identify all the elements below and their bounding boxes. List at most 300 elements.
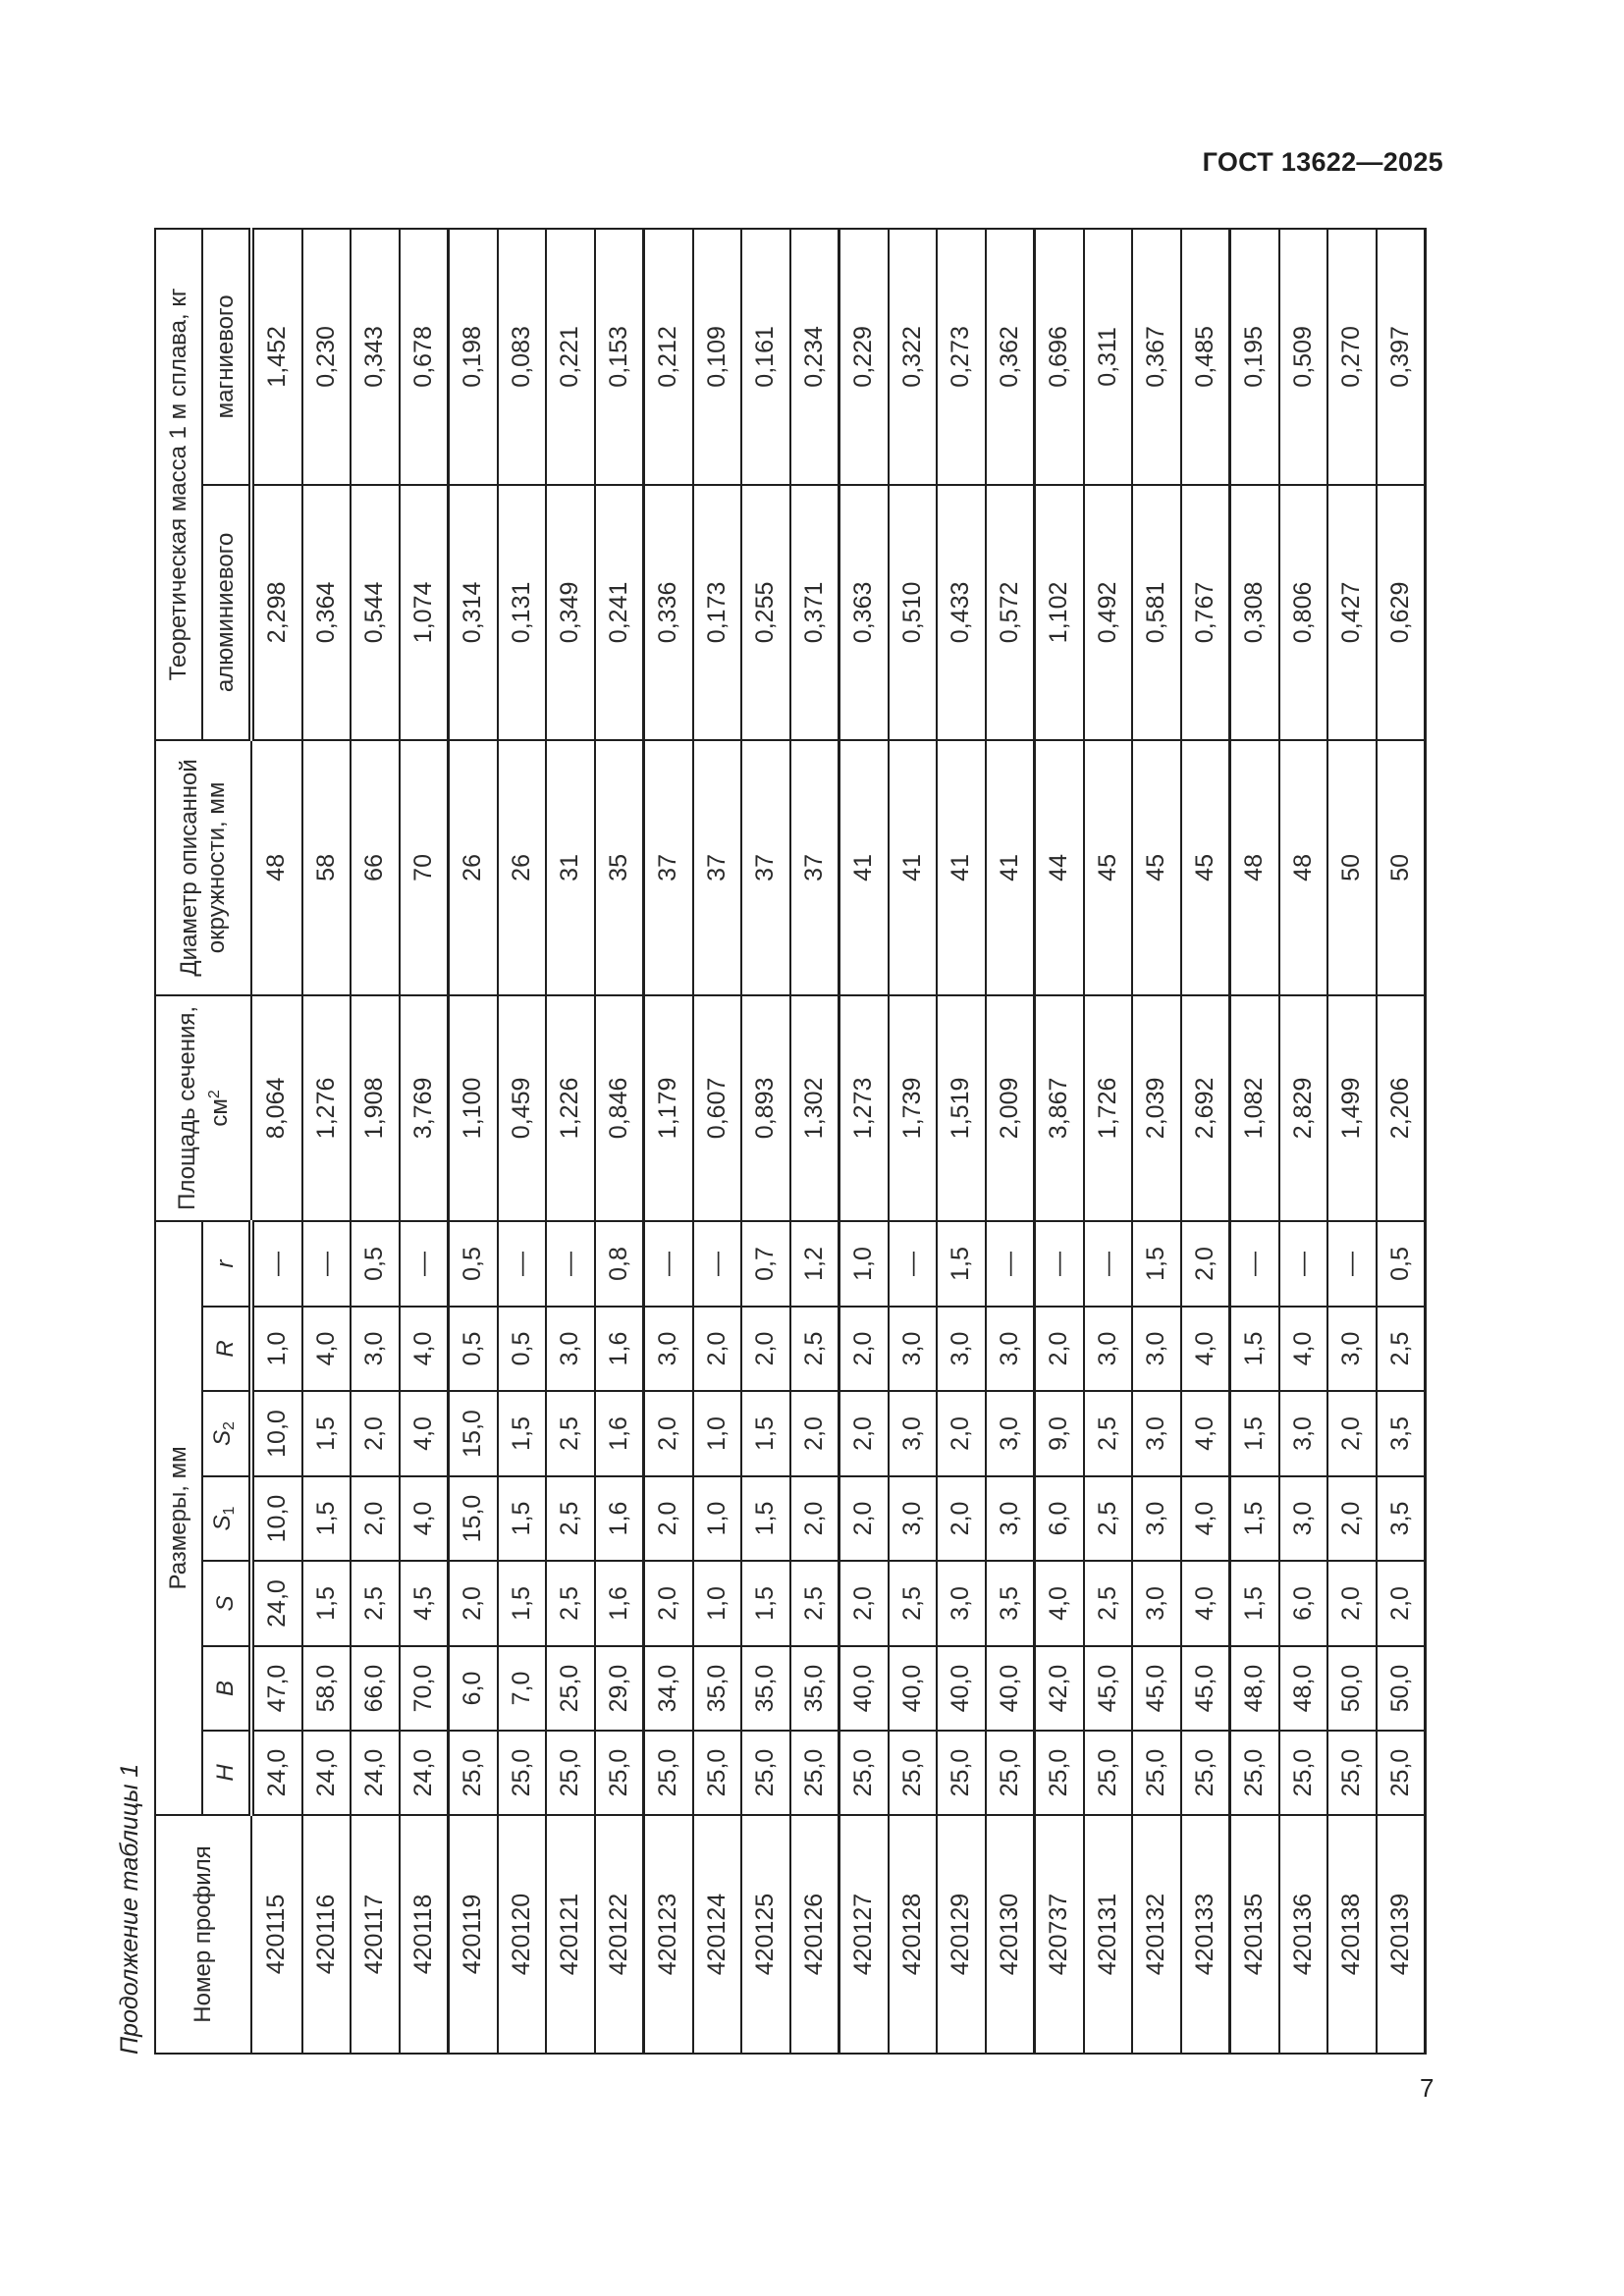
cell-mass-al: 0,581: [1132, 485, 1181, 740]
table-row: [1084, 229, 1133, 2054]
table-row: [839, 229, 889, 2054]
cell-profile-number: 420127: [839, 1815, 889, 2054]
cell-mass-al: 0,572: [986, 485, 1035, 740]
cell-R: 4,0: [400, 1307, 449, 1391]
cell-S2: 3,0: [889, 1391, 938, 1476]
table-caption: Продолжение таблицы 1: [116, 1763, 143, 2055]
cell-H: 25,0: [741, 1731, 790, 1815]
cell-mass-al: 0,433: [937, 485, 986, 740]
cell-profile-number: 420131: [1084, 1815, 1133, 2054]
cell-S2: 2,0: [1327, 1391, 1377, 1476]
cell-H: 25,0: [595, 1731, 644, 1815]
cell-area: 2,829: [1279, 995, 1328, 1221]
table-row: [1279, 229, 1328, 2054]
cell-S: 1,5: [302, 1561, 352, 1646]
cell-mass-mg: 0,311: [1084, 229, 1133, 485]
cell-r: —: [986, 1221, 1035, 1307]
cell-S2: 4,0: [1181, 1391, 1230, 1476]
cell-S: 2,5: [790, 1561, 839, 1646]
cell-R: 4,0: [1181, 1307, 1230, 1391]
cell-diameter: 26: [449, 740, 498, 995]
cell-S2: 4,0: [400, 1391, 449, 1476]
cell-S1: 2,0: [937, 1476, 986, 1561]
cell-R: 3,0: [986, 1307, 1035, 1391]
header-area-label: Площадь сечения, см: [173, 1005, 233, 1210]
cell-area: 8,064: [251, 995, 302, 1221]
table-row: [1132, 229, 1181, 2054]
cell-mass-al: 0,131: [498, 485, 547, 740]
cell-R: 0,5: [449, 1307, 498, 1391]
cell-B: 25,0: [546, 1646, 595, 1731]
cell-H: 25,0: [889, 1731, 938, 1815]
cell-diameter: 37: [644, 740, 693, 995]
cell-r: 0,5: [449, 1221, 498, 1307]
cell-S: 1,5: [741, 1561, 790, 1646]
cell-mass-mg: 0,161: [741, 229, 790, 485]
table-row: [986, 229, 1035, 2054]
cell-profile-number: 420119: [449, 1815, 498, 2054]
cell-diameter: 45: [1181, 740, 1230, 995]
cell-diameter: 45: [1132, 740, 1181, 995]
cell-B: 47,0: [251, 1646, 302, 1731]
cell-area: 1,082: [1230, 995, 1279, 1221]
header-mass-mg: магниевого: [202, 229, 251, 485]
header-B: [202, 1646, 251, 1731]
cell-S2: 3,0: [986, 1391, 1035, 1476]
cell-diameter: 37: [693, 740, 742, 995]
cell-R: 1,0: [251, 1307, 302, 1391]
cell-R: 3,0: [546, 1307, 595, 1391]
cell-S2: 2,0: [790, 1391, 839, 1476]
cell-r: 1,5: [1132, 1221, 1181, 1307]
cell-R: 1,6: [595, 1307, 644, 1391]
cell-r: 2,0: [1181, 1221, 1230, 1307]
table-row: [595, 229, 644, 2054]
cell-R: 0,5: [498, 1307, 547, 1391]
table-row: [1377, 229, 1426, 2054]
cell-B: 50,0: [1327, 1646, 1377, 1731]
cell-B: 48,0: [1230, 1646, 1279, 1731]
cell-profile-number: 420128: [889, 1815, 938, 2054]
cell-S2: 1,5: [741, 1391, 790, 1476]
cell-S2: 1,5: [1230, 1391, 1279, 1476]
cell-diameter: 48: [251, 740, 302, 995]
cell-mass-al: 1,074: [400, 485, 449, 740]
cell-diameter: 41: [986, 740, 1035, 995]
cell-mass-mg: 0,229: [839, 229, 889, 485]
cell-H: 25,0: [644, 1731, 693, 1815]
cell-S1: 15,0: [449, 1476, 498, 1561]
cell-mass-al: 0,364: [302, 485, 352, 740]
cell-area: 2,206: [1377, 995, 1426, 1221]
cell-H: 25,0: [1181, 1731, 1230, 1815]
cell-S1: 2,5: [1084, 1476, 1133, 1561]
cell-area: 3,867: [1035, 995, 1084, 1221]
cell-r: 0,5: [1377, 1221, 1426, 1307]
cell-S2: 15,0: [449, 1391, 498, 1476]
cell-profile-number: 420122: [595, 1815, 644, 2054]
header-B-label: B: [212, 1681, 239, 1697]
cell-area: 0,607: [693, 995, 742, 1221]
cell-diameter: 41: [889, 740, 938, 995]
cell-profile-number: 420136: [1279, 1815, 1328, 2054]
cell-area: 3,769: [400, 995, 449, 1221]
cell-diameter: 50: [1377, 740, 1426, 995]
cell-profile-number: 420125: [741, 1815, 790, 2054]
header-H-label: H: [212, 1764, 239, 1782]
cell-mass-al: 0,241: [595, 485, 644, 740]
cell-B: 34,0: [644, 1646, 693, 1731]
table-row: [937, 229, 986, 2054]
header-S1-sub: 1: [220, 1506, 238, 1516]
cell-profile-number: 420124: [693, 1815, 742, 2054]
cell-mass-mg: 0,343: [351, 229, 400, 485]
cell-S1: 1,5: [302, 1476, 352, 1561]
cell-profile-number: 420116: [302, 1815, 352, 2054]
cell-r: —: [1279, 1221, 1328, 1307]
cell-S: 2,0: [1327, 1561, 1377, 1646]
cell-mass-mg: 0,109: [693, 229, 742, 485]
cell-S1: 10,0: [251, 1476, 302, 1561]
cell-mass-mg: 0,153: [595, 229, 644, 485]
cell-diameter: 35: [595, 740, 644, 995]
cell-mass-mg: 0,367: [1132, 229, 1181, 485]
cell-r: —: [1230, 1221, 1279, 1307]
cell-R: 2,5: [1377, 1307, 1426, 1391]
cell-S: 3,5: [986, 1561, 1035, 1646]
cell-S1: 4,0: [400, 1476, 449, 1561]
header-S2-sub: 2: [220, 1421, 238, 1430]
cell-S1: 1,5: [1230, 1476, 1279, 1561]
cell-R: 3,0: [1132, 1307, 1181, 1391]
cell-mass-mg: 0,083: [498, 229, 547, 485]
cell-mass-mg: 0,270: [1327, 229, 1377, 485]
cell-diameter: 31: [546, 740, 595, 995]
cell-S2: 1,6: [595, 1391, 644, 1476]
cell-S: 1,5: [498, 1561, 547, 1646]
cell-R: 4,0: [302, 1307, 352, 1391]
cell-S1: 2,0: [839, 1476, 889, 1561]
cell-area: 1,276: [302, 995, 352, 1221]
cell-area: 2,692: [1181, 995, 1230, 1221]
cell-r: —: [251, 1221, 302, 1307]
cell-B: 40,0: [889, 1646, 938, 1731]
cell-R: 3,0: [1084, 1307, 1133, 1391]
cell-S1: 3,0: [1132, 1476, 1181, 1561]
cell-B: 7,0: [498, 1646, 547, 1731]
cell-B: 40,0: [937, 1646, 986, 1731]
cell-diameter: 44: [1035, 740, 1084, 995]
cell-S1: 2,0: [790, 1476, 839, 1561]
header-profile-number: Номер профиля: [155, 1815, 251, 2054]
table-body: [251, 229, 1426, 2054]
cell-mass-mg: 0,362: [986, 229, 1035, 485]
cell-diameter: 48: [1279, 740, 1328, 995]
cell-profile-number: 420133: [1181, 1815, 1230, 2054]
cell-mass-al: 0,510: [889, 485, 938, 740]
header-S: [202, 1561, 251, 1646]
table-row: [1035, 229, 1084, 2054]
cell-R: 3,0: [889, 1307, 938, 1391]
table-row: [693, 229, 742, 2054]
cell-mass-al: 0,492: [1084, 485, 1133, 740]
cell-diameter: 48: [1230, 740, 1279, 995]
cell-profile-number: 420135: [1230, 1815, 1279, 2054]
cell-H: 25,0: [937, 1731, 986, 1815]
cell-area: 1,100: [449, 995, 498, 1221]
cell-profile-number: 420117: [351, 1815, 400, 2054]
cell-mass-al: 0,308: [1230, 485, 1279, 740]
cell-mass-mg: 0,696: [1035, 229, 1084, 485]
header-area-sup: 2: [205, 1090, 223, 1099]
cell-diameter: 37: [790, 740, 839, 995]
document-code: ГОСТ 13622—2025: [1202, 147, 1443, 177]
cell-H: 25,0: [449, 1731, 498, 1815]
cell-diameter: 58: [302, 740, 352, 995]
cell-r: 0,5: [351, 1221, 400, 1307]
cell-S1: 1,6: [595, 1476, 644, 1561]
cell-R: 1,5: [1230, 1307, 1279, 1391]
cell-r: —: [400, 1221, 449, 1307]
cell-mass-al: 0,173: [693, 485, 742, 740]
cell-r: —: [546, 1221, 595, 1307]
cell-diameter: 26: [498, 740, 547, 995]
cell-profile-number: 420115: [251, 1815, 302, 2054]
cell-mass-mg: 0,678: [400, 229, 449, 485]
cell-profile-number: 420123: [644, 1815, 693, 2054]
cell-R: 2,5: [790, 1307, 839, 1391]
cell-S: 3,0: [1132, 1561, 1181, 1646]
cell-B: 66,0: [351, 1646, 400, 1731]
cell-mass-mg: 0,509: [1279, 229, 1328, 485]
cell-mass-al: 0,427: [1327, 485, 1377, 740]
cell-profile-number: 420126: [790, 1815, 839, 2054]
cell-S2: 1,0: [693, 1391, 742, 1476]
header-r-label: r: [212, 1259, 239, 1268]
cell-S1: 1,5: [741, 1476, 790, 1561]
header-R: [202, 1307, 251, 1391]
table-row: [741, 229, 790, 2054]
cell-S2: 2,0: [351, 1391, 400, 1476]
header-mass-al: алюминиевого: [202, 485, 251, 740]
cell-H: 25,0: [839, 1731, 889, 1815]
cell-S1: 6,0: [1035, 1476, 1084, 1561]
cell-mass-mg: 0,397: [1377, 229, 1426, 485]
table-row: [449, 229, 498, 2054]
cell-S2: 1,5: [498, 1391, 547, 1476]
cell-S: 4,0: [1035, 1561, 1084, 1646]
cell-H: 24,0: [351, 1731, 400, 1815]
cell-B: 42,0: [1035, 1646, 1084, 1731]
table-row: [1230, 229, 1279, 2054]
cell-mass-al: 0,806: [1279, 485, 1328, 740]
page-number: 7: [1420, 2073, 1435, 2103]
cell-S1: 2,5: [546, 1476, 595, 1561]
cell-B: 6,0: [449, 1646, 498, 1731]
header-S1-label: S: [208, 1515, 236, 1531]
cell-S2: 10,0: [251, 1391, 302, 1476]
cell-S: 1,6: [595, 1561, 644, 1646]
cell-S1: 3,0: [1279, 1476, 1328, 1561]
cell-S2: 2,0: [937, 1391, 986, 1476]
cell-S: 4,0: [1181, 1561, 1230, 1646]
cell-mass-mg: 0,273: [937, 229, 986, 485]
cell-r: 0,8: [595, 1221, 644, 1307]
cell-H: 25,0: [1279, 1731, 1328, 1815]
cell-mass-mg: 0,212: [644, 229, 693, 485]
cell-H: 25,0: [790, 1731, 839, 1815]
profile-table: [154, 228, 1427, 2055]
cell-profile-number: 420138: [1327, 1815, 1377, 2054]
cell-R: 4,0: [1279, 1307, 1328, 1391]
cell-mass-mg: 0,230: [302, 229, 352, 485]
cell-S1: 3,0: [986, 1476, 1035, 1561]
cell-profile-number: 420130: [986, 1815, 1035, 2054]
cell-B: 40,0: [986, 1646, 1035, 1731]
cell-area: 1,302: [790, 995, 839, 1221]
cell-S: 2,0: [449, 1561, 498, 1646]
cell-S1: 4,0: [1181, 1476, 1230, 1561]
cell-r: —: [498, 1221, 547, 1307]
cell-profile-number: 420737: [1035, 1815, 1084, 2054]
cell-area: 1,179: [644, 995, 693, 1221]
cell-S2: 3,0: [1132, 1391, 1181, 1476]
cell-area: 2,009: [986, 995, 1035, 1221]
cell-R: 2,0: [1035, 1307, 1084, 1391]
cell-H: 25,0: [1132, 1731, 1181, 1815]
cell-r: —: [889, 1221, 938, 1307]
cell-area: 1,908: [351, 995, 400, 1221]
cell-mass-al: 2,298: [251, 485, 302, 740]
cell-area: 0,893: [741, 995, 790, 1221]
cell-S: 2,0: [644, 1561, 693, 1646]
cell-S: 1,5: [1230, 1561, 1279, 1646]
cell-H: 25,0: [1035, 1731, 1084, 1815]
cell-S1: 1,0: [693, 1476, 742, 1561]
header-H: [202, 1731, 251, 1815]
cell-mass-al: 0,349: [546, 485, 595, 740]
cell-diameter: 45: [1084, 740, 1133, 995]
cell-H: 24,0: [400, 1731, 449, 1815]
cell-area: 0,846: [595, 995, 644, 1221]
cell-S1: 1,5: [498, 1476, 547, 1561]
cell-r: —: [1084, 1221, 1133, 1307]
cell-mass-mg: 0,322: [889, 229, 938, 485]
cell-B: 45,0: [1132, 1646, 1181, 1731]
cell-S2: 1,5: [302, 1391, 352, 1476]
cell-r: 1,0: [839, 1221, 889, 1307]
cell-S2: 3,5: [1377, 1391, 1426, 1476]
cell-area: 1,273: [839, 995, 889, 1221]
cell-H: 25,0: [546, 1731, 595, 1815]
cell-S2: 2,5: [546, 1391, 595, 1476]
table-row: [889, 229, 938, 2054]
cell-r: —: [302, 1221, 352, 1307]
cell-H: 25,0: [498, 1731, 547, 1815]
cell-mass-al: 0,363: [839, 485, 889, 740]
cell-B: 35,0: [741, 1646, 790, 1731]
table-row: [546, 229, 595, 2054]
cell-area: 1,499: [1327, 995, 1377, 1221]
header-r: [202, 1221, 251, 1307]
cell-S: 3,0: [937, 1561, 986, 1646]
cell-mass-mg: 0,234: [790, 229, 839, 485]
cell-r: 1,2: [790, 1221, 839, 1307]
cell-S2: 2,0: [644, 1391, 693, 1476]
cell-area: 0,459: [498, 995, 547, 1221]
table-row: [302, 229, 352, 2054]
cell-S2: 2,5: [1084, 1391, 1133, 1476]
cell-S1: 2,0: [1327, 1476, 1377, 1561]
table-row: [644, 229, 693, 2054]
header-dimensions: Размеры, мм: [155, 1221, 202, 1815]
cell-mass-al: 0,255: [741, 485, 790, 740]
cell-mass-mg: 0,485: [1181, 229, 1230, 485]
cell-R: 3,0: [644, 1307, 693, 1391]
cell-profile-number: 420139: [1377, 1815, 1426, 2054]
cell-mass-al: 0,336: [644, 485, 693, 740]
cell-mass-al: 1,102: [1035, 485, 1084, 740]
cell-R: 3,0: [351, 1307, 400, 1391]
cell-S: 2,0: [1377, 1561, 1426, 1646]
profile-table-rotated: [154, 230, 1423, 2055]
cell-diameter: 41: [839, 740, 889, 995]
cell-B: 50,0: [1377, 1646, 1426, 1731]
cell-profile-number: 420132: [1132, 1815, 1181, 2054]
cell-S1: 2,0: [351, 1476, 400, 1561]
cell-S: 2,5: [351, 1561, 400, 1646]
cell-B: 35,0: [693, 1646, 742, 1731]
header-area: [155, 995, 251, 1221]
cell-mass-al: 0,544: [351, 485, 400, 740]
table-row: [790, 229, 839, 2054]
cell-mass-mg: 1,452: [251, 229, 302, 485]
cell-S: 24,0: [251, 1561, 302, 1646]
cell-area: 1,739: [889, 995, 938, 1221]
cell-H: 25,0: [986, 1731, 1035, 1815]
cell-S1: 3,0: [889, 1476, 938, 1561]
cell-profile-number: 420129: [937, 1815, 986, 2054]
cell-S: 1,0: [693, 1561, 742, 1646]
cell-B: 45,0: [1181, 1646, 1230, 1731]
table-row: [1327, 229, 1377, 2054]
cell-R: 2,0: [839, 1307, 889, 1391]
header-S2: [202, 1391, 251, 1476]
cell-diameter: 66: [351, 740, 400, 995]
cell-mass-mg: 0,221: [546, 229, 595, 485]
cell-S: 2,5: [889, 1561, 938, 1646]
cell-H: 25,0: [1377, 1731, 1426, 1815]
cell-B: 70,0: [400, 1646, 449, 1731]
cell-H: 25,0: [1084, 1731, 1133, 1815]
header-S2-label: S: [208, 1429, 236, 1446]
table-row: [351, 229, 400, 2054]
cell-B: 35,0: [790, 1646, 839, 1731]
cell-S2: 2,0: [839, 1391, 889, 1476]
cell-mass-al: 0,629: [1377, 485, 1426, 740]
cell-H: 25,0: [1327, 1731, 1377, 1815]
cell-diameter: 37: [741, 740, 790, 995]
cell-S: 4,5: [400, 1561, 449, 1646]
cell-area: 1,726: [1084, 995, 1133, 1221]
table-row: [400, 229, 449, 2054]
cell-H: 24,0: [302, 1731, 352, 1815]
cell-mass-al: 0,371: [790, 485, 839, 740]
cell-R: 3,0: [1327, 1307, 1377, 1391]
cell-area: 1,519: [937, 995, 986, 1221]
cell-r: 0,7: [741, 1221, 790, 1307]
cell-B: 48,0: [1279, 1646, 1328, 1731]
